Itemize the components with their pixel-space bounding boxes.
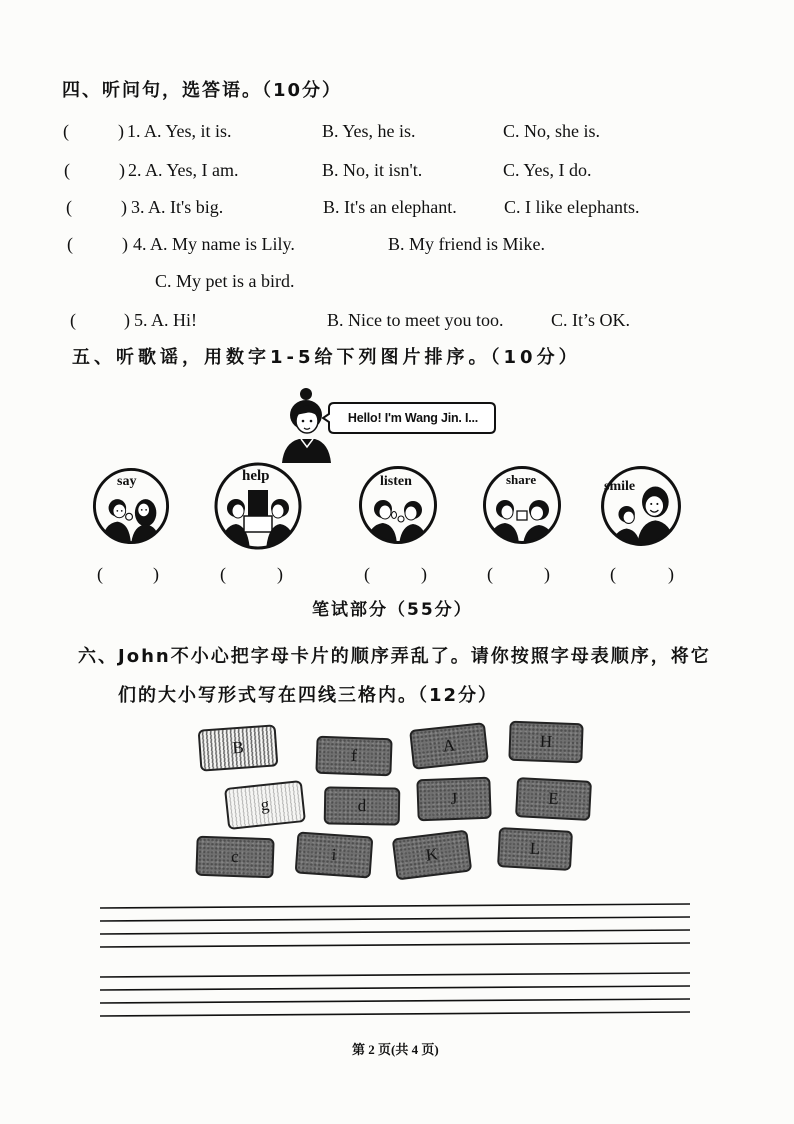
question-4-line-2 — [0, 270, 794, 294]
letter-card — [497, 827, 573, 871]
section-6-title-line-1: 六、John不小心把字母卡片的顺序弄乱了。请你按照字母表顺序，将它 — [78, 646, 711, 667]
answer-bracket-close: ) — [124, 310, 130, 330]
question-3 — [0, 196, 794, 220]
card-letter: E — [547, 788, 560, 809]
question-2 — [0, 159, 794, 183]
question-5 — [0, 309, 794, 333]
letter-card — [508, 721, 583, 764]
picture-order-answers — [0, 563, 794, 587]
card-letter: B — [231, 737, 245, 758]
answer-bracket-close: ) — [544, 564, 550, 584]
answer-bracket-close: ) — [118, 121, 124, 141]
question-2-option-b: B. No, it isn't. — [322, 160, 423, 180]
question-5-option-c: C. It’s OK. — [551, 310, 631, 330]
letter-card — [195, 836, 274, 879]
question-3-option-a: 3. A. It's big. — [131, 197, 224, 217]
picture-word-listen: listen — [380, 474, 412, 489]
card-letter: L — [529, 838, 541, 859]
question-2-option-c: C. Yes, I do. — [503, 160, 592, 180]
answer-bracket-open: ( — [220, 564, 226, 584]
answer-bracket-close: ) — [122, 234, 128, 254]
picture-share — [482, 465, 562, 545]
picture-word-share: share — [506, 472, 537, 487]
answer-bracket-close: ) — [153, 564, 159, 584]
grid-line — [100, 999, 690, 1003]
question-2-option-a: 2. A. Yes, I am. — [128, 160, 239, 180]
card-letter: g — [259, 794, 271, 815]
question-1-option-c: C. No, she is. — [503, 121, 601, 141]
answer-bracket-open: ( — [610, 564, 616, 584]
answer-bracket-close: ) — [668, 564, 674, 584]
card-letter: H — [539, 731, 553, 752]
picture-say — [92, 467, 170, 545]
answer-bracket-close: ) — [421, 564, 427, 584]
gift-icon — [517, 511, 527, 520]
written-part-title: 笔试部分（55分） — [312, 600, 473, 620]
adult-figure — [637, 487, 676, 547]
picture-word-smile: smile — [604, 479, 636, 494]
card-letter: d — [357, 795, 367, 816]
desk-icon — [244, 516, 272, 532]
page-number: 第 2 页(共 4 页) — [352, 1042, 439, 1057]
letter-card — [315, 736, 392, 777]
four-line-grid — [0, 890, 794, 1025]
question-4-option-c: C. My pet is a bird. — [155, 271, 295, 291]
question-4 — [0, 233, 794, 257]
answer-bracket-open: ( — [97, 564, 103, 584]
grid-line — [100, 1012, 690, 1016]
speech-bubble-text: Hello! I'm Wang Jin. I... — [347, 411, 479, 425]
letter-card — [295, 831, 374, 878]
answer-bracket-open: ( — [70, 310, 76, 330]
card-letter: A — [441, 735, 457, 756]
answer-bracket-open: ( — [66, 197, 72, 217]
grid-line — [100, 917, 690, 921]
letter-card — [324, 786, 401, 825]
letter-card — [198, 724, 279, 771]
picture-listen — [358, 465, 438, 545]
box-icon — [248, 490, 268, 516]
grid-line — [100, 986, 690, 990]
letter-card — [416, 777, 491, 822]
grid-line — [100, 904, 690, 908]
picture-help — [214, 462, 302, 550]
answer-bracket-open: ( — [364, 564, 370, 584]
section-6-title-line-2: 们的大小写形式写在四线三格内。（12分） — [118, 685, 499, 706]
question-4-option-a: 4. A. My name is Lily. — [133, 234, 295, 254]
grid-line — [100, 943, 690, 947]
card-letter: c — [230, 846, 240, 867]
answer-bracket-open: ( — [67, 234, 73, 254]
answer-bracket-open: ( — [63, 121, 69, 141]
question-5-option-a: 5. A. Hi! — [134, 310, 197, 330]
question-4-option-b: B. My friend is Mike. — [388, 234, 545, 254]
answer-bracket-open: ( — [64, 160, 70, 180]
letter-card — [224, 780, 306, 830]
section-4-title: 四、听问句，选答语。（10分） — [62, 80, 343, 101]
answer-bracket-close: ) — [277, 564, 283, 584]
picture-word-help: help — [242, 468, 270, 484]
letter-card — [515, 777, 592, 821]
boy-figure — [102, 499, 133, 545]
smile-illustration — [600, 465, 682, 547]
grid-line — [100, 930, 690, 934]
grid-line — [100, 973, 690, 977]
card-letter: i — [331, 844, 338, 865]
answer-bracket-close: ) — [119, 160, 125, 180]
answer-bracket-close: ) — [121, 197, 127, 217]
question-3-option-c: C. I like elephants. — [504, 197, 640, 217]
question-3-option-b: B. It's an elephant. — [323, 197, 457, 217]
section-5-title: 五、听歌谣，用数字1-5给下列图片排序。（10分） — [72, 347, 581, 368]
question-1-option-b: B. Yes, he is. — [322, 121, 416, 141]
question-1 — [0, 120, 794, 144]
question-1-option-a: 1. A. Yes, it is. — [127, 121, 232, 141]
picture-word-say: say — [117, 474, 137, 489]
letter-card — [409, 722, 489, 770]
card-letter: f — [350, 745, 358, 766]
picture-smile — [600, 465, 682, 547]
card-letter: K — [424, 844, 440, 865]
answer-bracket-open: ( — [487, 564, 493, 584]
letter-card — [392, 830, 473, 881]
question-5-option-b: B. Nice to meet you too. — [327, 310, 504, 330]
card-letter: J — [450, 788, 458, 809]
